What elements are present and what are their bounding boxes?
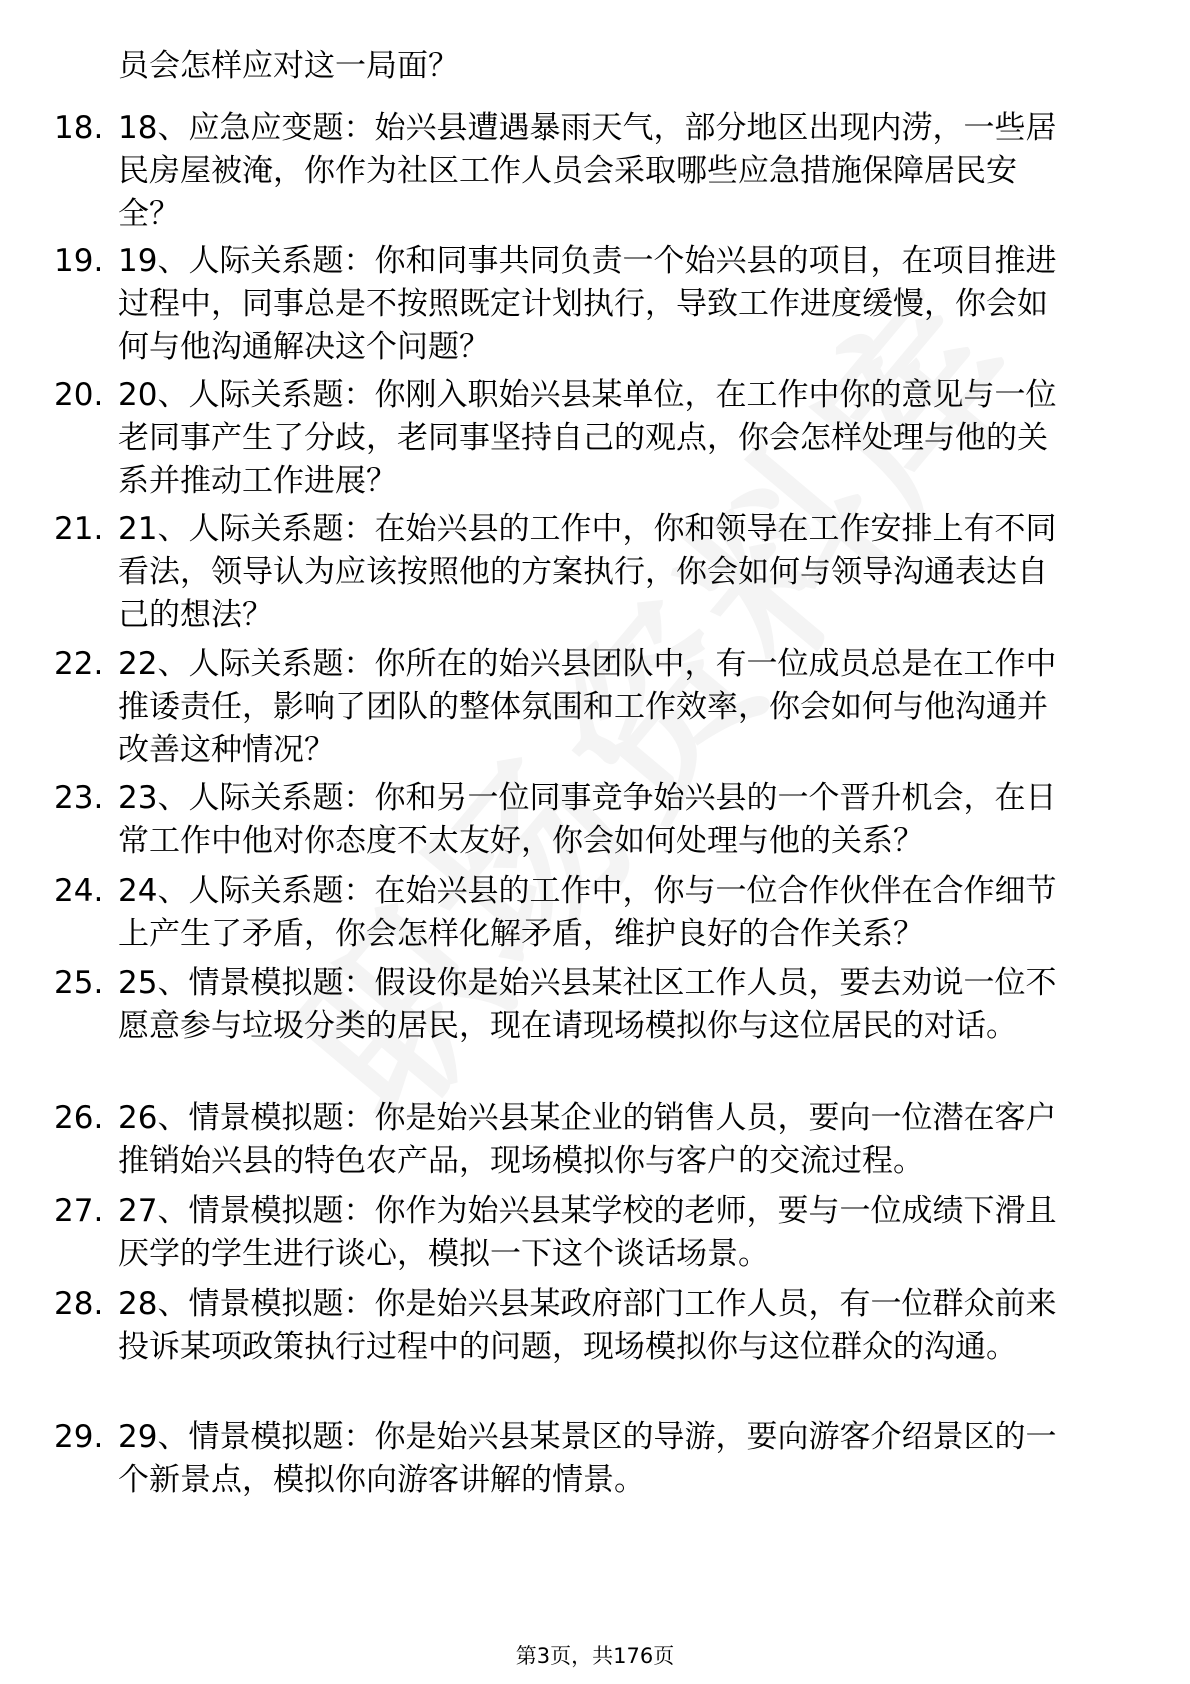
continuation-text: 员会怎样应对这一局面？ <box>118 48 459 84</box>
question-text: 23、人际关系题：你和另一位同事竞争始兴县的一个晋升机会，在日常工作中他对你态度不太友好，你会如何处理与他的关系？ <box>118 780 1057 859</box>
question-text: 28、情景模拟题：你是始兴县某政府部门工作人员，有一位群众前来投诉某项政策执行过程中的问题，现场模拟你与这位群众的沟通。 <box>118 1286 1057 1365</box>
question-number: 22. <box>54 646 104 682</box>
question-text: 24、人际关系题：在始兴县的工作中，你与一位合作伙伴在合作细节上产生了矛盾，你会怎样化解矛盾，维护良好的合作关系？ <box>118 873 1057 952</box>
question-number: 27. <box>54 1193 104 1229</box>
question-text: 20、人际关系题：你刚入职始兴县某单位，在工作中你的意见与一位老同事产生了分歧，老同事坚持自己的观点，你会怎样处理与他的关系并推动工作进展？ <box>118 377 1057 499</box>
question-number: 21. <box>54 511 104 547</box>
question-text: 27、情景模拟题：你作为始兴县某学校的老师，要与一位成绩下滑且厌学的学生进行谈心，模拟一下这个谈话场景。 <box>118 1193 1057 1272</box>
question-number: 18. <box>54 110 104 146</box>
page-number-footer: 第3页，共176页 <box>515 1644 675 1668</box>
question-text: 26、情景模拟题：你是始兴县某企业的销售人员，要向一位潜在客户推销始兴县的特色农产品，现场模拟你与客户的交流过程。 <box>118 1100 1057 1179</box>
question-number: 19. <box>54 243 104 279</box>
question-text: 22、人际关系题：你所在的始兴县团队中，有一位成员总是在工作中推诿责任，影响了团队的整体氛围和工作效率，你会如何与他沟通并改善这种情况？ <box>118 646 1057 768</box>
question-number: 24. <box>54 873 104 909</box>
question-number: 26. <box>54 1100 104 1136</box>
question-text: 21、人际关系题：在始兴县的工作中，你和领导在工作安排上有不同看法，领导认为应该按照他的方案执行，你会如何与领导沟通表达自己的想法？ <box>118 511 1057 633</box>
question-number: 29. <box>54 1419 104 1455</box>
question-number: 20. <box>54 377 104 413</box>
question-text: 25、情景模拟题：假设你是始兴县某社区工作人员，要去劝说一位不愿意参与垃圾分类的居民，现在请现场模拟你与这位居民的对话。 <box>118 965 1057 1044</box>
question-number: 28. <box>54 1286 104 1322</box>
question-text: 19、人际关系题：你和同事共同负责一个始兴县的项目，在项目推进过程中，同事总是不按照既定计划执行，导致工作进度缓慢，你会如何与他沟通解决这个问题？ <box>118 243 1057 365</box>
question-number: 23. <box>54 780 104 816</box>
question-text: 18、应急应变题：始兴县遭遇暴雨天气，部分地区出现内涝，一些居民房屋被淹，你作为社区工作人员会采取哪些应急措施保障居民安全？ <box>118 110 1057 232</box>
question-number: 25. <box>54 965 104 1001</box>
question-text: 29、情景模拟题：你是始兴县某景区的导游，要向游客介绍景区的一个新景点，模拟你向游客讲解的情景。 <box>118 1419 1057 1498</box>
